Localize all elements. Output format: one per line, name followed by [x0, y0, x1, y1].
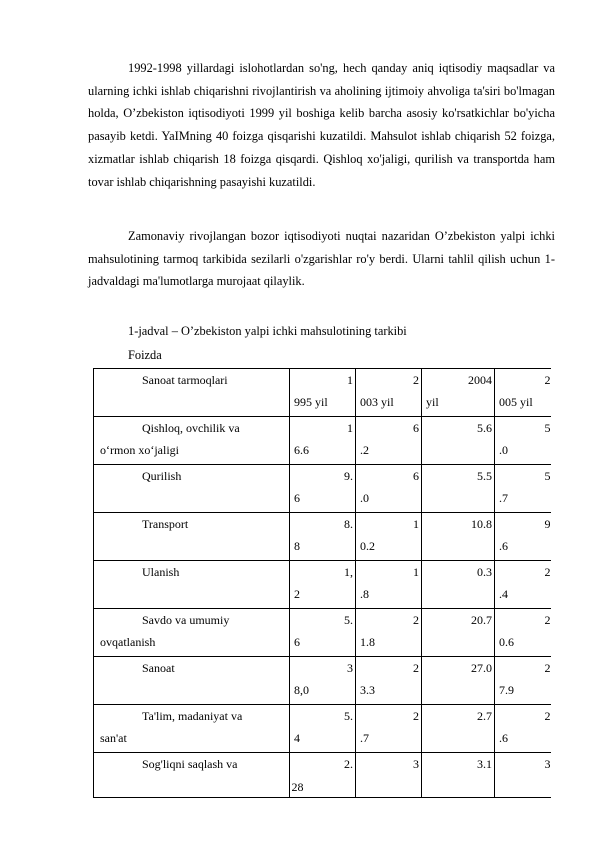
table-row: [94, 417, 551, 465]
table-row: [94, 513, 551, 561]
sector-name-cell: Ta'lim, madaniyat va san'at: [94, 705, 290, 753]
value-cell-c3: 3.1: [422, 753, 495, 798]
page-number: 28: [291, 780, 304, 794]
value-cell-c4: 5 .7: [495, 465, 551, 513]
body-paragraph-1: 1992-1998 yillardagi islohotlardan so'ng, hech qanday aniq iqtisodiy maqsadlar va ularning ichki ishlab chiqarishni rivojlantirish va aholining ijtimoiy ahvoliga ta'siri bo'lmagan holda, O’zbekiston iqtisodiyoti 1999 yil boshiga kelib barcha asosiy ko'rsatkichlar bo'yicha pasayib ketdi. YaIMning 40 foizga qisqarishi kuzatildi. Mahsulot ishlab chiqarish 52 foizga, xizmatlar ishlab chiqarish 18 foizga qisqardi. Qishloq xo'jaligi, qurilish va transportda ham tovar ishlab chiqarishning pasayishi kuzatildi.: [88, 61, 555, 189]
table-caption: 1-jadval – O’zbekiston yalpi ichki mahsulotining tarkibi: [128, 324, 407, 338]
sector-name-cell: Qurilish: [94, 465, 290, 513]
value-cell-c4: 5 .0: [495, 417, 551, 465]
sector-name-cell: Savdo va umumiy ovqatlanish: [94, 609, 290, 657]
value-cell-c2: 1 .8: [356, 561, 422, 609]
value-cell-c2: 6 .0: [356, 465, 422, 513]
value-cell-c2: 2 .7: [356, 705, 422, 753]
value-cell-c4: 3: [495, 753, 551, 798]
sector-name-cell: Transport: [94, 513, 290, 561]
value-cell-c1: 2.: [290, 753, 356, 798]
value-cell-c1: 8. 8: [290, 513, 356, 561]
value-cell-c3: 10.8: [422, 513, 495, 561]
header-cell-2005: 2 005 yil: [495, 369, 551, 417]
value-cell-c4: 2 7.9: [495, 657, 551, 705]
value-cell-c2: 3: [356, 753, 422, 798]
value-cell-c1: 1, 2: [290, 561, 356, 609]
value-cell-c2: 1 0.2: [356, 513, 422, 561]
value-cell-c1: 5. 4: [290, 705, 356, 753]
value-cell-c3: 5.6: [422, 417, 495, 465]
value-cell-c3: 27.0: [422, 657, 495, 705]
value-cell-c1: 3 8,0: [290, 657, 356, 705]
value-cell-c4: 2 .4: [495, 561, 551, 609]
body-paragraph-2: Zamonaviy rivojlangan bozor iqtisodiyoti nuqtai nazaridan O’zbekiston yalpi ichki mahsulotining tarmoq tarkibida sezilarli o'zgarishlar ro'y berdi. Ularni tahlil qilish uchun 1-jadvaldagi ma'lumotlarga murojaat qilaylik.: [88, 229, 555, 289]
value-cell-c3: 5.5: [422, 465, 495, 513]
value-cell-c2: 2 3.3: [356, 657, 422, 705]
value-cell-c3: 20.7: [422, 609, 495, 657]
value-cell-c1: 5. 6: [290, 609, 356, 657]
table-row: [94, 657, 551, 705]
header-cell-1995: 1 995 yil: [290, 369, 356, 417]
value-cell-c4: 2 0.6: [495, 609, 551, 657]
table-header-row: [94, 369, 551, 417]
table-row: [94, 561, 551, 609]
value-cell-c2: 6 .2: [356, 417, 422, 465]
value-cell-c4: 9 .6: [495, 513, 551, 561]
header-cell-2003: 2 003 yil: [356, 369, 422, 417]
table-row: [94, 465, 551, 513]
sector-name-cell: Qishloq, ovchilik va o‘rmon xo‘jaligi: [94, 417, 290, 465]
header-cell-sector: Sanoat tarmoqlari: [94, 369, 290, 417]
sector-name-cell: Ulanish: [94, 561, 290, 609]
gdp-structure-table: [93, 368, 551, 798]
sector-name-cell: Sog'liqni saqlash va: [94, 753, 290, 798]
value-cell-c4: 2 .6: [495, 705, 551, 753]
table-row: [94, 705, 551, 753]
value-cell-c2: 2 1.8: [356, 609, 422, 657]
value-cell-c1: 9. 6: [290, 465, 356, 513]
table-row: [94, 609, 551, 657]
table-unit: Foizda: [128, 348, 162, 362]
sector-name-cell: Sanoat: [94, 657, 290, 705]
value-cell-c1: 1 6.6: [290, 417, 356, 465]
value-cell-c3: 0.3: [422, 561, 495, 609]
value-cell-c3: 2.7: [422, 705, 495, 753]
header-cell-2004: 2004 yil: [422, 369, 495, 417]
